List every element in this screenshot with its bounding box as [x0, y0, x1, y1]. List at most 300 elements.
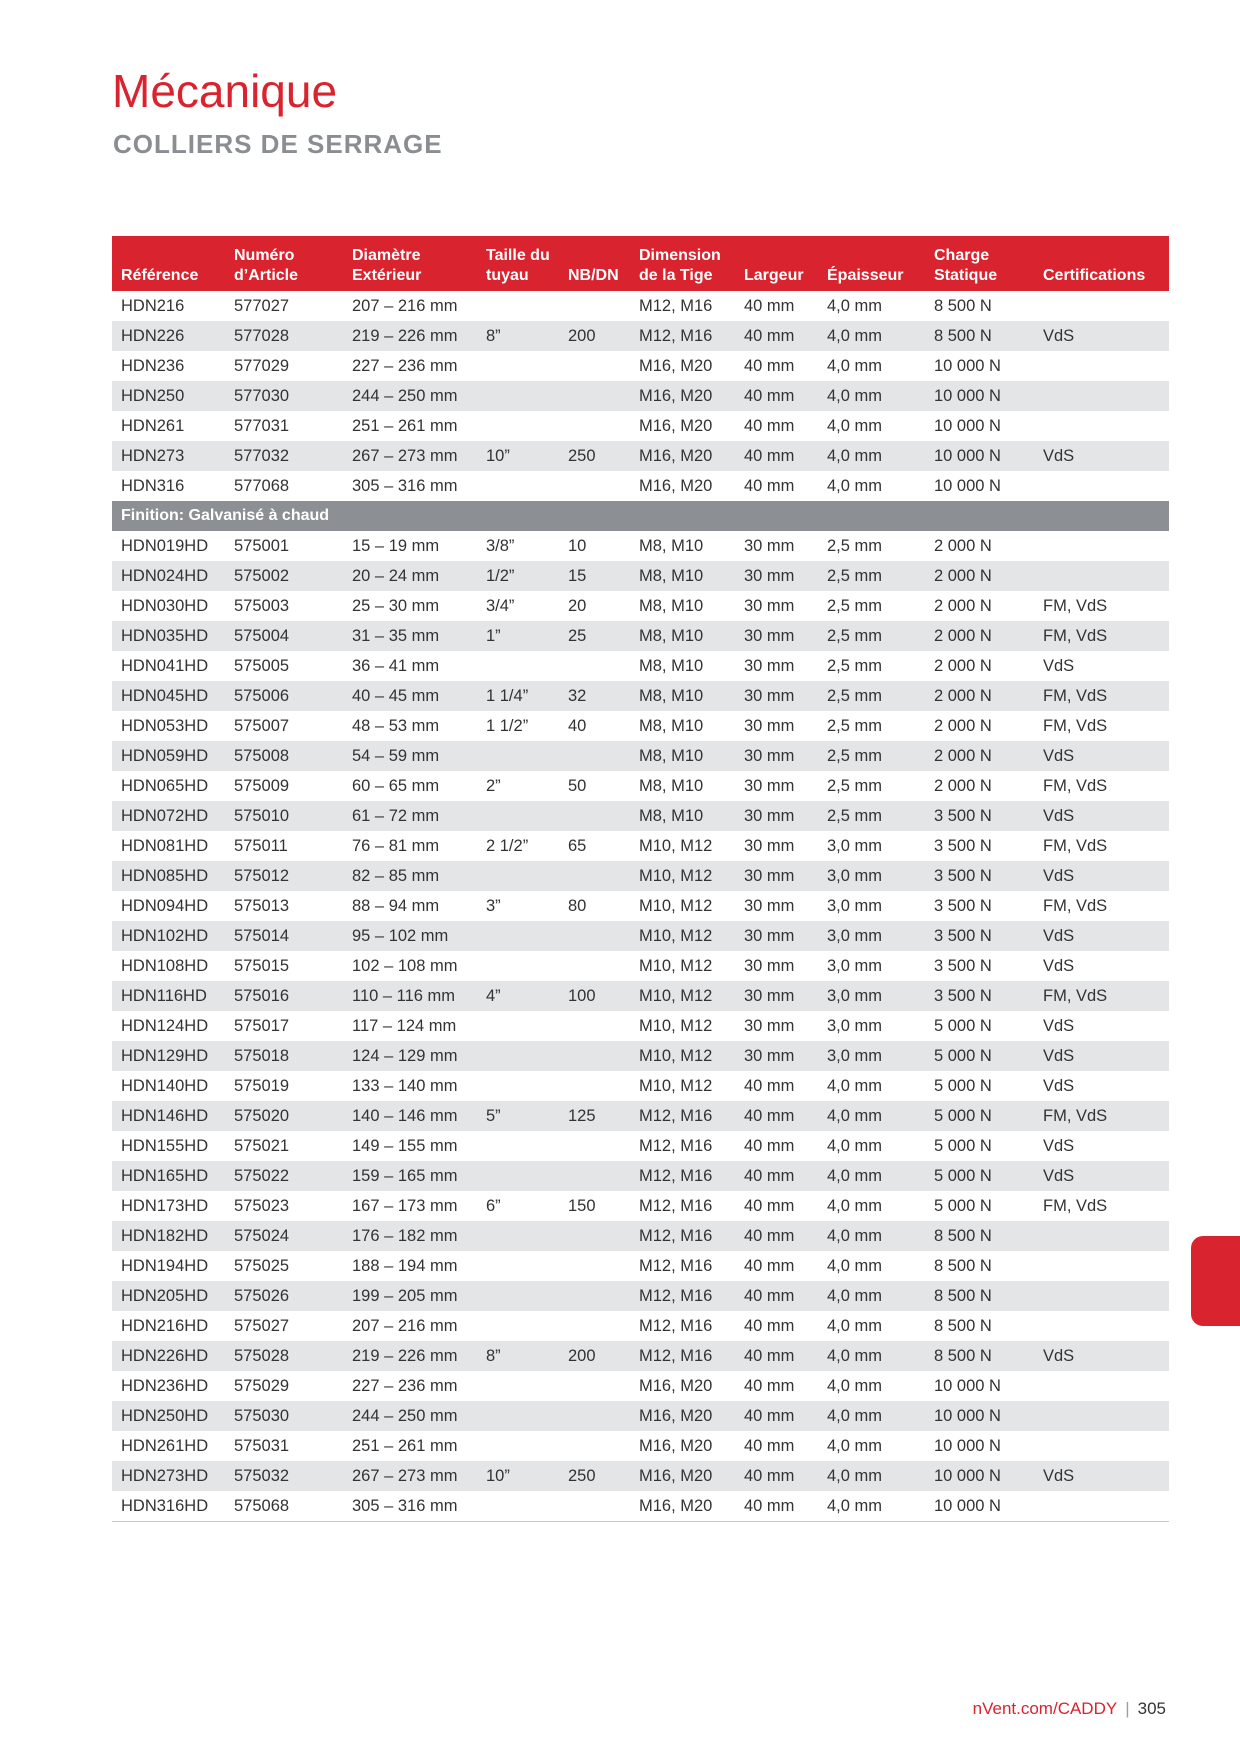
cell-article-number: 577031: [234, 417, 290, 435]
table-row: [112, 921, 1169, 951]
cell-rod-dimension: M16, M20: [639, 417, 713, 435]
cell-static-load: 2 000 N: [934, 537, 992, 555]
cell-thickness: 4,0 mm: [818, 1101, 925, 1131]
cell-certifications: VdS: [1034, 1461, 1169, 1491]
cell-rod-dimension: M8, M10: [630, 681, 735, 711]
cell-article-number: 575032: [225, 1461, 343, 1491]
cell-width: 40 mm: [735, 1281, 818, 1311]
cell-static-load: 10 000 N: [934, 1437, 1001, 1455]
cell-outer-diameter: 188 – 194 mm: [352, 1257, 458, 1275]
cell-rod-dimension: M8, M10: [630, 621, 735, 651]
cell-static-load: 3 500 N: [934, 897, 992, 915]
table-row: [112, 441, 1169, 471]
cell-outer-diameter: 61 – 72 mm: [343, 801, 477, 831]
column-header-line2: Épaisseur: [827, 267, 904, 284]
cell-article-number: 575010: [225, 801, 343, 831]
cell-article-number: 575007: [234, 717, 290, 735]
cell-pipe-size: [477, 1251, 559, 1281]
cell-thickness: 3,0 mm: [827, 837, 883, 855]
cell-certifications: VdS: [1034, 1041, 1169, 1071]
cell-nb-dn: 125: [559, 1101, 630, 1131]
cell-width: 40 mm: [744, 1317, 795, 1335]
cell-rod-dimension: M8, M10: [639, 777, 704, 795]
cell-width: 40 mm: [744, 1377, 795, 1395]
cell-article-number: 577027: [234, 297, 290, 315]
column-header-pipe-size: [477, 236, 559, 291]
cell-thickness: 4,0 mm: [818, 1161, 925, 1191]
cell-outer-diameter: 159 – 165 mm: [343, 1161, 477, 1191]
cell-nb-dn: 100: [559, 981, 630, 1011]
cell-width: 30 mm: [735, 861, 818, 891]
cell-pipe-size: [477, 1041, 559, 1071]
cell-width: 40 mm: [744, 477, 795, 495]
cell-outer-diameter: 227 – 236 mm: [352, 1377, 458, 1395]
cell-article-number: 575013: [234, 897, 290, 915]
cell-static-load: 5 000 N: [934, 1197, 992, 1215]
cell-certifications: [1034, 471, 1169, 501]
cell-static-load: 8 500 N: [934, 1257, 992, 1275]
table-row: [112, 1491, 1169, 1522]
table-row: [112, 1371, 1169, 1401]
cell-outer-diameter: 219 – 226 mm: [343, 321, 477, 351]
table-row: [112, 651, 1169, 681]
cell-static-load: 3 500 N: [925, 801, 1034, 831]
cell-certifications: VdS: [1043, 657, 1075, 675]
cell-outer-diameter: 48 – 53 mm: [352, 717, 440, 735]
cell-outer-diameter: 199 – 205 mm: [343, 1281, 477, 1311]
cell-pipe-size: 3”: [486, 897, 501, 915]
cell-article-number: 575030: [225, 1401, 343, 1431]
cell-static-load: 8 500 N: [925, 1221, 1034, 1251]
cell-thickness: 4,0 mm: [818, 1461, 925, 1491]
table-row: [112, 381, 1169, 411]
cell-reference: HDN129HD: [112, 1041, 225, 1071]
cell-width: 40 mm: [744, 1257, 795, 1275]
cell-width: 30 mm: [735, 981, 818, 1011]
cell-static-load: 10 000 N: [934, 1377, 1001, 1395]
cell-thickness: 2,5 mm: [818, 681, 925, 711]
cell-pipe-size: [477, 1011, 559, 1041]
cell-certifications: FM, VdS: [1043, 777, 1108, 795]
cell-thickness: 2,5 mm: [818, 561, 925, 591]
cell-width: 30 mm: [744, 597, 795, 615]
cell-static-load: 3 500 N: [925, 921, 1034, 951]
cell-certifications: VdS: [1034, 741, 1169, 771]
cell-article-number: 575016: [225, 981, 343, 1011]
cell-nb-dn: [559, 1431, 630, 1461]
cell-reference: HDN041HD: [121, 657, 209, 675]
cell-static-load: 10 000 N: [925, 1401, 1034, 1431]
table-row: [112, 321, 1169, 351]
cell-static-load: 5 000 N: [925, 1161, 1034, 1191]
cell-certifications: VdS: [1034, 1161, 1169, 1191]
cell-reference: HDN216HD: [121, 1317, 209, 1335]
cell-pipe-size: [477, 921, 559, 951]
cell-reference: HDN155HD: [121, 1137, 209, 1155]
cell-static-load: 3 500 N: [925, 981, 1034, 1011]
cell-reference: HDN019HD: [121, 537, 209, 555]
cell-reference: HDN250: [112, 381, 225, 411]
cell-nb-dn: [559, 351, 630, 381]
cell-thickness: 2,5 mm: [818, 621, 925, 651]
cell-outer-diameter: 140 – 146 mm: [343, 1101, 477, 1131]
cell-thickness: 3,0 mm: [827, 897, 883, 915]
cell-outer-diameter: 60 – 65 mm: [352, 777, 440, 795]
cell-pipe-size: [477, 1281, 559, 1311]
cell-reference: HDN261HD: [121, 1437, 209, 1455]
cell-certifications: [1034, 1371, 1169, 1401]
table-row: [112, 531, 1169, 561]
table-row: [112, 1431, 1169, 1461]
cell-outer-diameter: 15 – 19 mm: [352, 537, 440, 555]
cell-certifications: [1034, 1221, 1169, 1251]
cell-outer-diameter: 251 – 261 mm: [352, 1437, 458, 1455]
cell-nb-dn: [559, 801, 630, 831]
cell-nb-dn: [559, 651, 630, 681]
cell-outer-diameter: 167 – 173 mm: [352, 1197, 458, 1215]
cell-article-number: 575029: [234, 1377, 290, 1395]
cell-certifications: FM, VdS: [1034, 981, 1169, 1011]
cell-rod-dimension: M12, M16: [630, 1161, 735, 1191]
cell-thickness: 2,5 mm: [827, 657, 883, 675]
cell-reference: HDN059HD: [112, 741, 225, 771]
cell-thickness: 4,0 mm: [818, 441, 925, 471]
column-header-line1: [1043, 246, 1169, 266]
cell-reference: HDN045HD: [112, 681, 225, 711]
cell-pipe-size: [477, 1161, 559, 1191]
cell-static-load: 2 000 N: [934, 717, 992, 735]
cell-rod-dimension: M16, M20: [639, 357, 713, 375]
cell-width: 40 mm: [735, 1491, 818, 1522]
cell-article-number: 575031: [234, 1437, 290, 1455]
cell-certifications: FM, VdS: [1034, 621, 1169, 651]
footer-url[interactable]: nVent.com/CADDY: [972, 1699, 1118, 1718]
cell-width: 30 mm: [735, 561, 818, 591]
cell-rod-dimension: M16, M20: [639, 477, 713, 495]
cell-article-number: 575025: [234, 1257, 290, 1275]
cell-nb-dn: [559, 1491, 630, 1522]
cell-certifications: FM, VdS: [1043, 837, 1108, 855]
table-header-row: [112, 236, 1169, 291]
table-row: [112, 831, 1169, 861]
cell-rod-dimension: M10, M12: [639, 1077, 713, 1095]
cell-thickness: 3,0 mm: [818, 921, 925, 951]
cell-pipe-size: 6”: [486, 1197, 501, 1215]
cell-static-load: 3 500 N: [934, 957, 992, 975]
cell-pipe-size: 2 1/2”: [486, 837, 529, 855]
cell-reference: HDN182HD: [112, 1221, 225, 1251]
cell-article-number: 575011: [234, 837, 288, 855]
cell-pipe-size: [477, 291, 559, 321]
cell-rod-dimension: M10, M12: [630, 921, 735, 951]
cell-width: 30 mm: [744, 537, 795, 555]
cell-rod-dimension: M12, M16: [630, 1281, 735, 1311]
cell-thickness: 4,0 mm: [818, 1281, 925, 1311]
cell-rod-dimension: M10, M12: [639, 897, 713, 915]
column-header-line1: [121, 246, 225, 266]
column-header-line2: tuyau: [486, 267, 529, 284]
page-number: 305: [1137, 1699, 1166, 1718]
table-row: [112, 681, 1169, 711]
cell-article-number: 575068: [225, 1491, 343, 1522]
cell-rod-dimension: M16, M20: [630, 1401, 735, 1431]
cell-certifications: VdS: [1034, 321, 1169, 351]
cell-thickness: 2,5 mm: [818, 741, 925, 771]
cell-rod-dimension: M12, M16: [639, 297, 713, 315]
footer-separator: |: [1125, 1699, 1130, 1718]
page-footer: [973, 1699, 1166, 1719]
cell-static-load: 8 500 N: [925, 321, 1034, 351]
cell-reference: HDN316: [121, 477, 185, 495]
cell-reference: HDN226: [112, 321, 225, 351]
cell-article-number: 575026: [225, 1281, 343, 1311]
cell-rod-dimension: M10, M12: [630, 1041, 735, 1071]
cell-static-load: 8 500 N: [934, 297, 992, 315]
cell-width: 30 mm: [744, 957, 795, 975]
cell-reference: HDN108HD: [121, 957, 209, 975]
table-row: [112, 561, 1169, 591]
section-label: Finition: Galvanisé à chaud: [112, 501, 1169, 531]
cell-certifications: [1034, 561, 1169, 591]
cell-static-load: 5 000 N: [934, 1077, 992, 1095]
table-row: [112, 951, 1169, 981]
cell-article-number: 577068: [234, 477, 290, 495]
cell-reference: HDN273: [112, 441, 225, 471]
cell-article-number: 575019: [234, 1077, 290, 1095]
cell-pipe-size: [477, 1311, 559, 1341]
table-row: [112, 1041, 1169, 1071]
cell-pipe-size: [477, 381, 559, 411]
cell-certifications: [1034, 411, 1169, 441]
cell-article-number: 575009: [234, 777, 290, 795]
cell-nb-dn: 200: [559, 321, 630, 351]
column-header-line1: Charge: [934, 247, 990, 264]
cell-outer-diameter: 124 – 129 mm: [343, 1041, 477, 1071]
cell-outer-diameter: 20 – 24 mm: [343, 561, 477, 591]
cell-thickness: 4,0 mm: [818, 1401, 925, 1431]
cell-certifications: FM, VdS: [1034, 1101, 1169, 1131]
cell-certifications: VdS: [1043, 957, 1075, 975]
cell-pipe-size: [477, 1431, 559, 1461]
cell-article-number: 575014: [225, 921, 343, 951]
cell-nb-dn: 200: [559, 1341, 630, 1371]
cell-nb-dn: [559, 741, 630, 771]
cell-reference: HDN216: [121, 297, 185, 315]
cell-outer-diameter: 110 – 116 mm: [343, 981, 477, 1011]
cell-pipe-size: 1 1/2”: [486, 717, 529, 735]
table-row: [112, 981, 1169, 1011]
table-row: [112, 861, 1169, 891]
cell-certifications: VdS: [1034, 1341, 1169, 1371]
cell-certifications: [1034, 1431, 1169, 1461]
table-row: [112, 801, 1169, 831]
cell-pipe-size: [477, 411, 559, 441]
cell-thickness: 4,0 mm: [827, 1317, 883, 1335]
cell-width: 30 mm: [735, 621, 818, 651]
cell-nb-dn: 50: [568, 777, 587, 795]
cell-nb-dn: [559, 411, 630, 441]
cell-pipe-size: 10”: [477, 1461, 559, 1491]
cell-certifications: [1034, 1281, 1169, 1311]
cell-static-load: 10 000 N: [934, 417, 1001, 435]
cell-certifications: [1034, 291, 1169, 321]
cell-nb-dn: [559, 921, 630, 951]
cell-width: 30 mm: [744, 657, 795, 675]
table-row: [112, 1161, 1169, 1191]
cell-rod-dimension: M8, M10: [639, 717, 704, 735]
cell-static-load: 5 000 N: [925, 1041, 1034, 1071]
table-row: [112, 1131, 1169, 1161]
cell-certifications: FM, VdS: [1043, 1197, 1108, 1215]
cell-rod-dimension: M16, M20: [630, 381, 735, 411]
column-header-nb-dn: [559, 236, 630, 291]
cell-static-load: 8 500 N: [925, 1341, 1034, 1371]
cell-nb-dn: [559, 1401, 630, 1431]
cell-reference: HDN205HD: [112, 1281, 225, 1311]
table-row: [112, 1251, 1169, 1281]
cell-article-number: 577032: [225, 441, 343, 471]
cell-outer-diameter: 54 – 59 mm: [343, 741, 477, 771]
cell-reference: HDN140HD: [121, 1077, 209, 1095]
cell-rod-dimension: M8, M10: [630, 741, 735, 771]
cell-width: 40 mm: [744, 1137, 795, 1155]
cell-pipe-size: 1”: [477, 621, 559, 651]
cell-width: 30 mm: [744, 717, 795, 735]
cell-reference: HDN053HD: [121, 717, 209, 735]
cell-static-load: 5 000 N: [934, 1017, 992, 1035]
cell-rod-dimension: M12, M16: [639, 1257, 713, 1275]
section-side-tab: [1191, 1236, 1240, 1326]
column-header-line1: Numéro: [234, 247, 295, 264]
cell-width: 40 mm: [744, 297, 795, 315]
table-row: [112, 1101, 1169, 1131]
cell-nb-dn: [559, 1251, 630, 1281]
cell-width: 40 mm: [735, 1161, 818, 1191]
cell-rod-dimension: M12, M16: [639, 1197, 713, 1215]
cell-outer-diameter: 244 – 250 mm: [343, 1401, 477, 1431]
cell-certifications: FM, VdS: [1043, 717, 1108, 735]
cell-pipe-size: [477, 741, 559, 771]
cell-pipe-size: 1/2”: [477, 561, 559, 591]
table-body: [112, 291, 1169, 1522]
page-title: Mécanique: [112, 65, 338, 117]
cell-pipe-size: [477, 471, 559, 501]
column-header-line1: [568, 246, 630, 266]
column-header-outer-diameter: [343, 236, 477, 291]
cell-reference: HDN085HD: [112, 861, 225, 891]
cell-outer-diameter: 219 – 226 mm: [343, 1341, 477, 1371]
cell-rod-dimension: M10, M12: [639, 1017, 713, 1035]
table-row: [112, 621, 1169, 651]
cell-nb-dn: 250: [559, 441, 630, 471]
cell-reference: HDN236: [121, 357, 185, 375]
cell-certifications: VdS: [1034, 861, 1169, 891]
cell-width: 40 mm: [744, 1197, 795, 1215]
cell-nb-dn: [559, 381, 630, 411]
table-row: [112, 741, 1169, 771]
cell-thickness: 4,0 mm: [818, 1341, 925, 1371]
table-row: [112, 1311, 1169, 1341]
cell-outer-diameter: 267 – 273 mm: [343, 1461, 477, 1491]
cell-reference: HDN261: [121, 417, 185, 435]
cell-outer-diameter: 305 – 316 mm: [352, 477, 458, 495]
column-header-static-load: [925, 236, 1034, 291]
cell-static-load: 5 000 N: [925, 1101, 1034, 1131]
cell-outer-diameter: 36 – 41 mm: [352, 657, 440, 675]
cell-thickness: 2,5 mm: [827, 597, 883, 615]
cell-article-number: 575002: [225, 561, 343, 591]
cell-static-load: 10 000 N: [934, 477, 1001, 495]
cell-static-load: 3 500 N: [925, 861, 1034, 891]
column-header-line2: d’Article: [234, 267, 299, 284]
cell-certifications: FM, VdS: [1043, 897, 1108, 915]
cell-rod-dimension: M8, M10: [630, 561, 735, 591]
cell-thickness: 3,0 mm: [827, 957, 883, 975]
cell-reference: HDN081HD: [121, 837, 209, 855]
cell-certifications: VdS: [1043, 1077, 1075, 1095]
cell-static-load: 2 000 N: [934, 657, 992, 675]
cell-certifications: VdS: [1043, 1137, 1075, 1155]
column-header-width: [735, 236, 818, 291]
cell-pipe-size: [477, 861, 559, 891]
cell-rod-dimension: M12, M16: [639, 1317, 713, 1335]
table-row: [112, 351, 1169, 381]
cell-outer-diameter: 102 – 108 mm: [352, 957, 458, 975]
cell-thickness: 4,0 mm: [827, 357, 883, 375]
cell-outer-diameter: 251 – 261 mm: [352, 417, 458, 435]
cell-width: 30 mm: [744, 1017, 795, 1035]
cell-pipe-size: 8”: [477, 321, 559, 351]
cell-rod-dimension: M10, M12: [630, 861, 735, 891]
table-row: [112, 1281, 1169, 1311]
cell-outer-diameter: 40 – 45 mm: [343, 681, 477, 711]
cell-rod-dimension: M8, M10: [630, 801, 735, 831]
cell-rod-dimension: M12, M16: [630, 1101, 735, 1131]
column-header-article-number: [225, 236, 343, 291]
column-header-line2: Extérieur: [352, 267, 422, 284]
cell-outer-diameter: 31 – 35 mm: [343, 621, 477, 651]
cell-outer-diameter: 267 – 273 mm: [343, 441, 477, 471]
cell-rod-dimension: M16, M20: [639, 1377, 713, 1395]
cell-reference: HDN102HD: [112, 921, 225, 951]
cell-rod-dimension: M10, M12: [630, 981, 735, 1011]
cell-pipe-size: [477, 801, 559, 831]
column-header-line2: Largeur: [744, 267, 804, 284]
cell-width: 40 mm: [735, 321, 818, 351]
column-header-line2: Référence: [121, 267, 199, 284]
cell-article-number: 575023: [234, 1197, 290, 1215]
cell-reference: HDN165HD: [112, 1161, 225, 1191]
cell-reference: HDN194HD: [121, 1257, 209, 1275]
cell-pipe-size: [477, 1401, 559, 1431]
table-row: [112, 411, 1169, 441]
cell-width: 40 mm: [744, 357, 795, 375]
cell-static-load: 10 000 N: [925, 1491, 1034, 1522]
cell-width: 40 mm: [735, 1341, 818, 1371]
column-header-line1: Dimension: [639, 247, 721, 264]
cell-static-load: 2 000 N: [925, 681, 1034, 711]
cell-thickness: 4,0 mm: [818, 1221, 925, 1251]
cell-nb-dn: [559, 1131, 630, 1161]
cell-outer-diameter: 207 – 216 mm: [352, 1317, 458, 1335]
cell-static-load: 3 500 N: [934, 837, 992, 855]
cell-rod-dimension: M16, M20: [630, 441, 735, 471]
cell-article-number: 575003: [234, 597, 290, 615]
table-row: [112, 1191, 1169, 1221]
cell-nb-dn: [559, 861, 630, 891]
cell-outer-diameter: 82 – 85 mm: [343, 861, 477, 891]
cell-reference: HDN226HD: [112, 1341, 225, 1371]
